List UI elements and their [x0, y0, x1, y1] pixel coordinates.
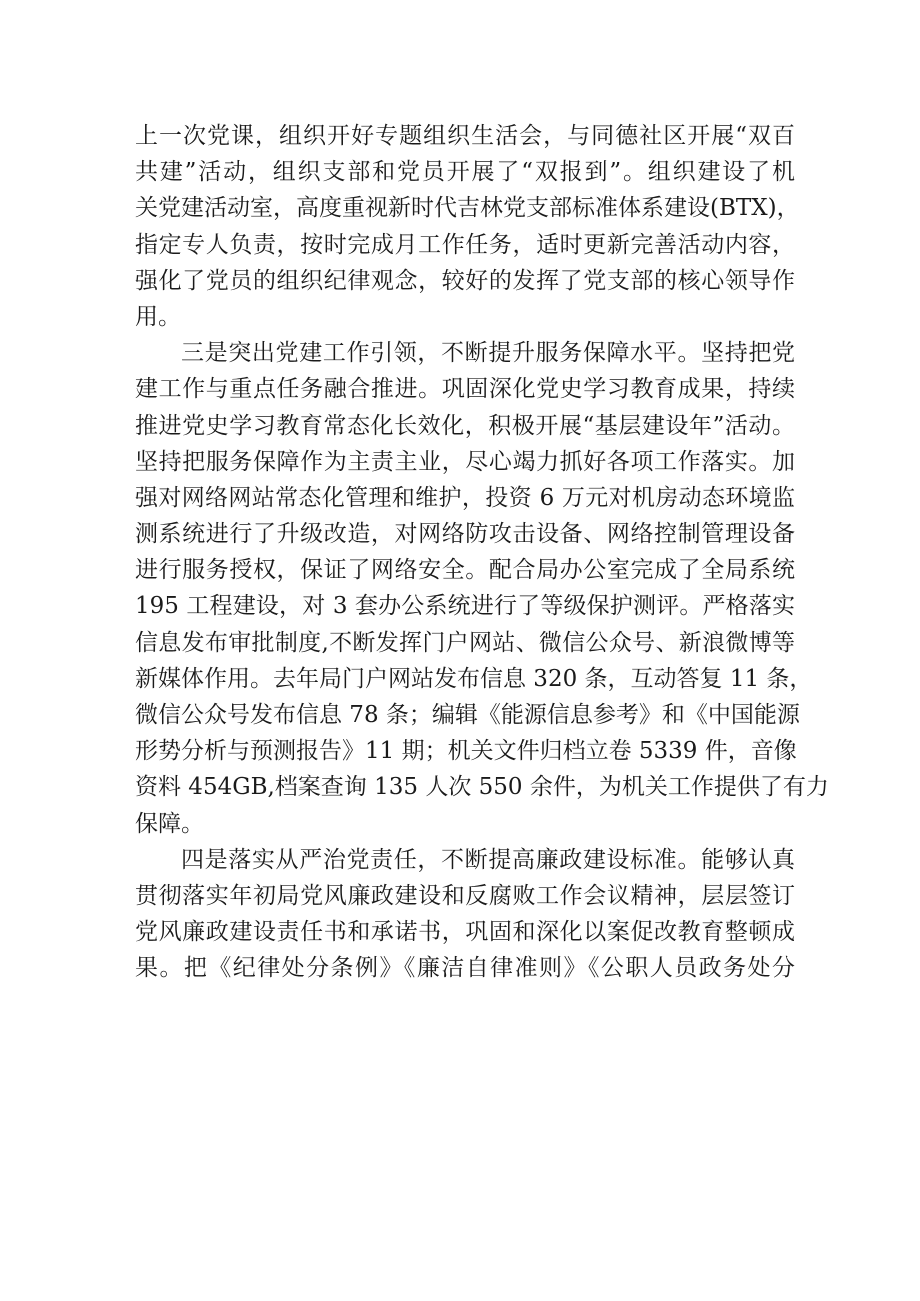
- text-line: 微信公众号发布信息 78 条；编辑《能源信息参考》和《中国能源: [135, 702, 800, 728]
- text-line: 果。把《纪律处分条例》《廉洁自律准则》《公职人员政务处分: [135, 955, 795, 982]
- text-line: 三是突出党建工作引领，不断提升服务保障水平。坚持把党: [181, 340, 795, 367]
- text-line: 四是落实从严治党责任，不断提高廉政建设标准。能够认真: [181, 846, 795, 873]
- text-line: 进行服务授权，保证了网络安全。配合局办公室完成了全局系统: [135, 557, 795, 584]
- text-line: 用。: [135, 303, 181, 330]
- text-line: 信息发布审批制度,不断发挥门户网站、微信公众号、新浪微博等: [135, 629, 795, 656]
- text-line: 党风廉政建设责任书和承诺书，巩固和深化以案促改教育整顿成: [135, 919, 795, 946]
- text-line: 新媒体作用。去年局门户网站发布信息 320 条，互动答复 11 条，: [135, 665, 813, 692]
- text-line: 资料 454GB,档案查询 135 人次 550 余件，为机关工作提供了有力: [135, 774, 829, 801]
- text-line: 强对网络网站常态化管理和维护，投资 6 万元对机房动态环境监: [135, 484, 795, 511]
- text-line: 测系统进行了升级改造，对网络防攻击设备、网络控制管理设备: [135, 521, 795, 548]
- text-line: 坚持把服务保障作为主责主业，尽心竭力抓好各项工作落实。加: [135, 448, 795, 475]
- text-line: 强化了党员的组织纪律观念，较好的发挥了党支部的核心领导作: [135, 267, 795, 294]
- text-line: 195 工程建设，对 3 套办公系统进行了等级保护测评。严格落实: [135, 593, 795, 620]
- text-line: 保障。: [135, 810, 204, 837]
- text-line: 推进党史学习教育常态化长效化，积极开展“基层建设年”活动。: [135, 412, 795, 439]
- text-line: 关党建活动室，高度重视新时代吉林党支部标准体系建设(BTX)，: [135, 195, 800, 222]
- text-line: 共建”活动，组织支部和党员开展了“双报到”。组织建设了机: [135, 159, 795, 186]
- body-text: [135, 118, 829, 987]
- text-line: 贯彻落实年初局党风廉政建设和反腐败工作会议精神，层层签订: [135, 882, 795, 909]
- text-line: 上一次党课，组织开好专题组织生活会，与同德社区开展“双百: [135, 123, 795, 149]
- text-line: 指定专人负责，按时完成月工作任务，适时更新完善活动内容，: [135, 231, 795, 258]
- text-line: 建工作与重点任务融合推进。巩固深化党史学习教育成果，持续: [135, 376, 795, 403]
- text-line: 形势分析与预测报告》11 期；机关文件归档立卷 5339 件，音像: [135, 738, 797, 765]
